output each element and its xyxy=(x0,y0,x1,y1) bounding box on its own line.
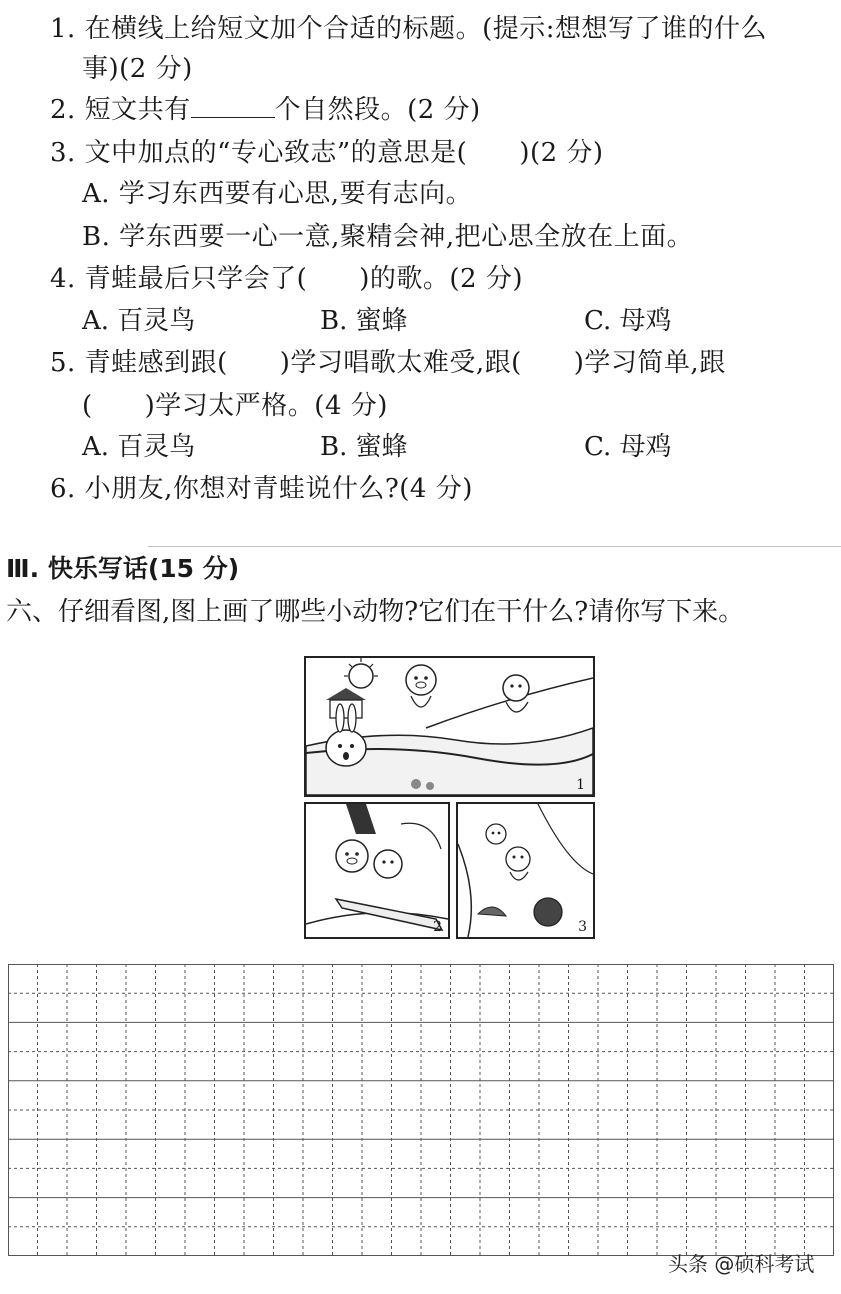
question-6: 6. 小朋友,你想对青蛙说什么?(4 分) xyxy=(50,474,473,504)
writing-grid[interactable] xyxy=(8,964,834,1256)
question-3-option-a: A. 学习东西要有心思,要有志向。 xyxy=(82,179,473,209)
section-title: Ⅲ. 快乐写话(15 分) xyxy=(6,554,240,583)
question-5-line2-text-a: ( xyxy=(82,391,93,421)
comic-panel-1 xyxy=(304,656,595,797)
question-4-text-b: )的歌。(2 分) xyxy=(359,264,523,294)
question-4-option-c: C. 母鸡 xyxy=(584,306,672,336)
question-3-text-b: )(2 分) xyxy=(519,138,604,168)
question-4-option-a: A. 百灵鸟 xyxy=(82,306,196,336)
panel-1-illustration xyxy=(306,658,593,795)
question-5-option-b: B. 蜜蜂 xyxy=(320,432,408,462)
panel-3-illustration xyxy=(458,804,593,937)
question-3 xyxy=(50,136,604,170)
question-5-text-a: 5. 青蛙感到跟( xyxy=(50,348,228,378)
panel-number-2: 2 xyxy=(433,919,442,935)
section-divider xyxy=(148,546,841,547)
question-5-line2-text-b: )学习太严格。(4 分) xyxy=(144,391,388,421)
question-1-line-1: 1. 在横线上给短文加个合适的标题。(提示:想想写了谁的什么 xyxy=(50,14,767,44)
question-2-text-a: 2. 短文共有 xyxy=(50,95,191,125)
question-2-text-b: 个自然段。(2 分) xyxy=(274,95,481,125)
question-1-line-2: 事)(2 分) xyxy=(82,54,193,84)
watermark: 头条 @硕科考试 xyxy=(668,1252,815,1276)
question-4-text-a: 4. 青蛙最后只学会了( xyxy=(50,264,308,294)
answer-blank[interactable] xyxy=(191,95,275,118)
question-3-text-a: 3. 文中加点的“专心致志”的意思是( xyxy=(50,138,468,168)
question-5-line-2 xyxy=(82,389,388,423)
question-5-text-c: )学习简单,跟 xyxy=(573,348,726,378)
question-5-text-b: )学习唱歌太难受,跟( xyxy=(279,348,522,378)
question-5-option-c: C. 母鸡 xyxy=(584,432,672,462)
panel-number-1: 1 xyxy=(576,777,585,793)
panel-2-illustration xyxy=(306,804,448,937)
question-4 xyxy=(50,262,523,296)
question-5-option-a: A. 百灵鸟 xyxy=(82,432,196,462)
question-3-option-b: B. 学东西要一心一意,聚精会神,把心思全放在上面。 xyxy=(82,222,694,252)
question-4-option-b: B. 蜜蜂 xyxy=(320,306,408,336)
comic-panel-3 xyxy=(456,802,595,939)
comic-panel-2 xyxy=(304,802,450,939)
writing-task-prompt: 六、仔细看图,图上画了哪些小动物?它们在干什么?请你写下来。 xyxy=(6,597,745,627)
question-2 xyxy=(50,93,481,127)
writing-grid-lines xyxy=(8,964,834,1256)
question-5-line-1 xyxy=(50,346,726,380)
panel-number-3: 3 xyxy=(578,919,587,935)
